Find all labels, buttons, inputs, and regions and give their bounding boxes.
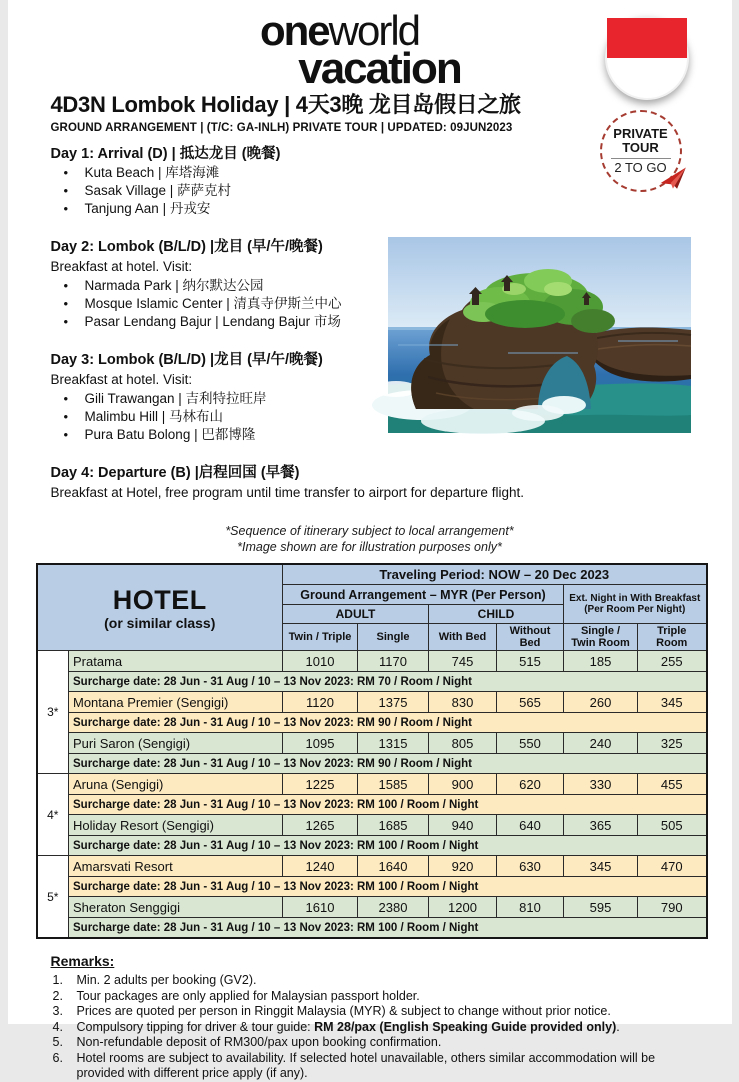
price-cell: 640	[497, 815, 564, 836]
logo-one: one	[260, 7, 329, 54]
price-cell: 325	[638, 733, 707, 754]
col-header-without-bed: Without Bed	[497, 624, 564, 651]
day-intro: Breakfast at hotel. Visit:	[51, 371, 732, 389]
remark-item	[51, 989, 699, 1005]
price-cell: 505	[638, 815, 707, 836]
price-cell: 630	[497, 856, 564, 877]
remark-text: Min. 2 adults per booking (GV2).	[77, 973, 699, 989]
ground-arrangement-header: Ground Arrangement – MYR (Per Person)	[283, 585, 564, 605]
note-line-2: *Image shown are for illustration purposes only*	[8, 539, 732, 555]
price-cell: 185	[564, 651, 638, 672]
remark-number: 2.	[51, 989, 77, 1005]
badge-tour-label: TOUR	[622, 141, 659, 155]
itinerary-item-text: Narmada Park | 纳尔默达公园	[85, 277, 732, 294]
pricing-table	[36, 563, 708, 939]
price-cell: 1640	[358, 856, 429, 877]
price-cell: 365	[564, 815, 638, 836]
hotel-header-title: HOTEL	[42, 585, 279, 615]
price-cell: 620	[497, 774, 564, 795]
col-header-twin-triple: Twin / Triple	[283, 624, 358, 651]
price-cell: 550	[497, 733, 564, 754]
surcharge-cell: Surcharge date: 28 Jun - 31 Aug / 10 – 13 Nov 2023: RM 100 / Room / Night	[69, 836, 707, 856]
price-cell: 940	[429, 815, 497, 836]
price-cell: 455	[638, 774, 707, 795]
itinerary-item-text: Sasak Village | 萨萨克村	[85, 182, 732, 199]
price-cell: 1375	[358, 692, 429, 713]
price-cell: 595	[564, 897, 638, 918]
itinerary-item-text: Tanjung Aan | 丹戎安	[85, 200, 732, 217]
itinerary-item-text: Pura Batu Bolong | 巴都博隆	[85, 426, 732, 443]
hotel-name-cell: Holiday Resort (Sengigi)	[69, 815, 283, 836]
logo-vacation: vacation	[18, 47, 739, 91]
hotel-row	[37, 774, 707, 795]
price-cell: 1240	[283, 856, 358, 877]
remark-number: 1.	[51, 973, 77, 989]
traveling-period-header: Traveling Period: NOW – 20 Dec 2023	[283, 564, 707, 585]
col-header-with-bed: With Bed	[429, 624, 497, 651]
bullet-icon: •	[51, 426, 85, 443]
price-cell: 470	[638, 856, 707, 877]
hotel-row	[37, 897, 707, 918]
bullet-icon: •	[51, 164, 85, 181]
remark-number: 6.	[51, 1051, 77, 1082]
adult-header: ADULT	[283, 605, 429, 624]
price-cell: 345	[638, 692, 707, 713]
ext-night-line2: (Per Room Per Night)	[568, 604, 702, 615]
surcharge-row	[37, 836, 707, 856]
paper-plane-icon	[658, 166, 692, 192]
hotel-name-cell: Puri Saron (Sengigi)	[69, 733, 283, 754]
price-cell: 900	[429, 774, 497, 795]
price-cell: 515	[497, 651, 564, 672]
bullet-icon: •	[51, 200, 85, 217]
disclaimer-notes	[8, 523, 732, 555]
hotel-row	[37, 815, 707, 836]
price-cell: 1095	[283, 733, 358, 754]
surcharge-row	[37, 877, 707, 897]
badge-2togo-label: 2 TO GO	[614, 161, 666, 175]
hotel-row	[37, 651, 707, 672]
remark-item	[51, 1020, 699, 1036]
remark-text: Prices are quoted per person in Ringgit Malaysia (MYR) & subject to change without prior notice.	[77, 1004, 699, 1020]
star-rating-cell: 4*	[37, 774, 69, 856]
hotel-row	[37, 692, 707, 713]
indonesia-flag-icon	[605, 16, 689, 100]
star-rating-cell: 3*	[37, 651, 69, 774]
itinerary-item-text: Gili Trawangan | 吉利特拉旺岸	[85, 390, 732, 407]
remarks-heading: Remarks:	[51, 952, 732, 970]
hotel-name-cell: Pratama	[69, 651, 283, 672]
hotel-row	[37, 856, 707, 877]
price-cell: 920	[429, 856, 497, 877]
surcharge-cell: Surcharge date: 28 Jun - 31 Aug / 10 – 13 Nov 2023: RM 90 / Room / Night	[69, 713, 707, 733]
col-header-single-twin-room: Single / Twin Room	[564, 624, 638, 651]
pricing-table-body	[37, 651, 707, 939]
itinerary-item-text: Malimbu Hill | 马林布山	[85, 408, 732, 425]
remarks-list	[51, 973, 732, 1082]
day-heading: Day 2: Lombok (B/L/D) |龙目 (早/午/晚餐)	[51, 238, 732, 256]
col-header-single: Single	[358, 624, 429, 651]
hotel-name-cell: Amarsvati Resort	[69, 856, 283, 877]
day-heading: Day 4: Departure (B) |启程回国 (早餐)	[51, 464, 732, 482]
flag-red-half	[607, 18, 687, 58]
brochure-page	[8, 0, 732, 1024]
bullet-icon: •	[51, 182, 85, 199]
remark-number: 3.	[51, 1004, 77, 1020]
page-title: 4D3N Lombok Holiday | 4天3晚 龙目岛假日之旅	[51, 91, 732, 118]
price-cell: 330	[564, 774, 638, 795]
surcharge-cell: Surcharge date: 28 Jun - 31 Aug / 10 – 13 Nov 2023: RM 90 / Room / Night	[69, 754, 707, 774]
ext-night-header	[564, 585, 707, 624]
remark-text: Non-refundable deposit of RM300/pax upon booking confirmation.	[77, 1035, 699, 1051]
star-rating-cell: 5*	[37, 856, 69, 939]
remark-number: 5.	[51, 1035, 77, 1051]
remark-item	[51, 1004, 699, 1020]
price-cell: 805	[429, 733, 497, 754]
bullet-icon: •	[51, 408, 85, 425]
price-cell: 565	[497, 692, 564, 713]
hotel-name-cell: Montana Premier (Sengigi)	[69, 692, 283, 713]
price-cell: 1010	[283, 651, 358, 672]
itinerary-item-text: Mosque Islamic Center | 清真寺伊斯兰中心	[85, 295, 732, 312]
price-cell: 1315	[358, 733, 429, 754]
remark-item	[51, 973, 699, 989]
price-cell: 240	[564, 733, 638, 754]
bullet-icon: •	[51, 295, 85, 312]
hotel-header-cell	[37, 564, 283, 651]
surcharge-row	[37, 795, 707, 815]
bullet-icon: •	[51, 390, 85, 407]
itinerary-item-text: Kuta Beach | 库塔海滩	[85, 164, 732, 181]
day-heading: Day 1: Arrival (D) | 抵达龙目 (晚餐)	[51, 145, 732, 163]
surcharge-cell: Surcharge date: 28 Jun - 31 Aug / 10 – 13 Nov 2023: RM 100 / Room / Night	[69, 918, 707, 939]
price-cell: 830	[429, 692, 497, 713]
surcharge-row	[37, 918, 707, 939]
hotel-row	[37, 733, 707, 754]
surcharge-cell: Surcharge date: 28 Jun - 31 Aug / 10 – 13 Nov 2023: RM 100 / Room / Night	[69, 877, 707, 897]
child-header: CHILD	[429, 605, 564, 624]
surcharge-cell: Surcharge date: 28 Jun - 31 Aug / 10 – 13 Nov 2023: RM 70 / Room / Night	[69, 672, 707, 692]
private-tour-badge	[600, 110, 682, 192]
note-line-1: *Sequence of itinerary subject to local arrangement*	[8, 523, 732, 539]
surcharge-row	[37, 713, 707, 733]
remark-bold-text: RM 28/pax (English Speaking Guide provided only)	[314, 1020, 616, 1034]
remark-text: Tour packages are only applied for Malaysian passport holder.	[77, 989, 699, 1005]
price-cell: 745	[429, 651, 497, 672]
price-cell: 1265	[283, 815, 358, 836]
remark-text: Compulsory tipping for driver & tour guide: RM 28/pax (English Speaking Guide provided only).	[77, 1020, 699, 1036]
surcharge-cell: Surcharge date: 28 Jun - 31 Aug / 10 – 13 Nov 2023: RM 100 / Room / Night	[69, 795, 707, 815]
price-cell: 2380	[358, 897, 429, 918]
remark-number: 4.	[51, 1020, 77, 1036]
destination-photo	[388, 237, 691, 433]
price-cell: 1170	[358, 651, 429, 672]
day-heading: Day 3: Lombok (B/L/D) |龙目 (早/午/晚餐)	[51, 351, 732, 369]
badge-divider	[611, 158, 671, 159]
price-cell: 1685	[358, 815, 429, 836]
price-cell: 1225	[283, 774, 358, 795]
logo-world: world	[329, 7, 419, 54]
itinerary-day	[51, 464, 732, 502]
day-intro: Breakfast at hotel. Visit:	[51, 258, 732, 276]
remark-item	[51, 1051, 699, 1082]
itinerary-item-text: Pasar Lendang Bajur | Lendang Bajur 市场	[85, 313, 732, 330]
surcharge-row	[37, 754, 707, 774]
price-cell: 1610	[283, 897, 358, 918]
remark-text: Hotel rooms are subject to availability. If selected hotel unavailable, others similar accommodation will be provided with different price apply (if any).	[77, 1051, 699, 1082]
price-cell: 1200	[429, 897, 497, 918]
day-intro: Breakfast at Hotel, free program until time transfer to airport for departure flight.	[51, 484, 732, 502]
page-subtitle: GROUND ARRANGEMENT | (T/C: GA-INLH) PRIVATE TOUR | UPDATED: 09JUN2023	[51, 121, 732, 136]
hotel-name-cell: Aruna (Sengigi)	[69, 774, 283, 795]
surcharge-row	[37, 672, 707, 692]
hotel-header-subtitle: (or similar class)	[42, 615, 279, 631]
badge-private-label: PRIVATE	[613, 127, 667, 141]
price-cell: 1120	[283, 692, 358, 713]
price-cell: 790	[638, 897, 707, 918]
price-cell: 260	[564, 692, 638, 713]
bullet-icon: •	[51, 277, 85, 294]
price-cell: 255	[638, 651, 707, 672]
bullet-icon: •	[51, 313, 85, 330]
itinerary-item	[51, 200, 732, 217]
col-header-triple-room: Triple Room	[638, 624, 707, 651]
price-cell: 1585	[358, 774, 429, 795]
price-cell: 345	[564, 856, 638, 877]
remark-item	[51, 1035, 699, 1051]
remarks-section	[51, 952, 732, 1082]
hotel-name-cell: Sheraton Senggigi	[69, 897, 283, 918]
ext-night-line1: Ext. Night in With Breakfast	[568, 593, 702, 604]
price-cell: 810	[497, 897, 564, 918]
